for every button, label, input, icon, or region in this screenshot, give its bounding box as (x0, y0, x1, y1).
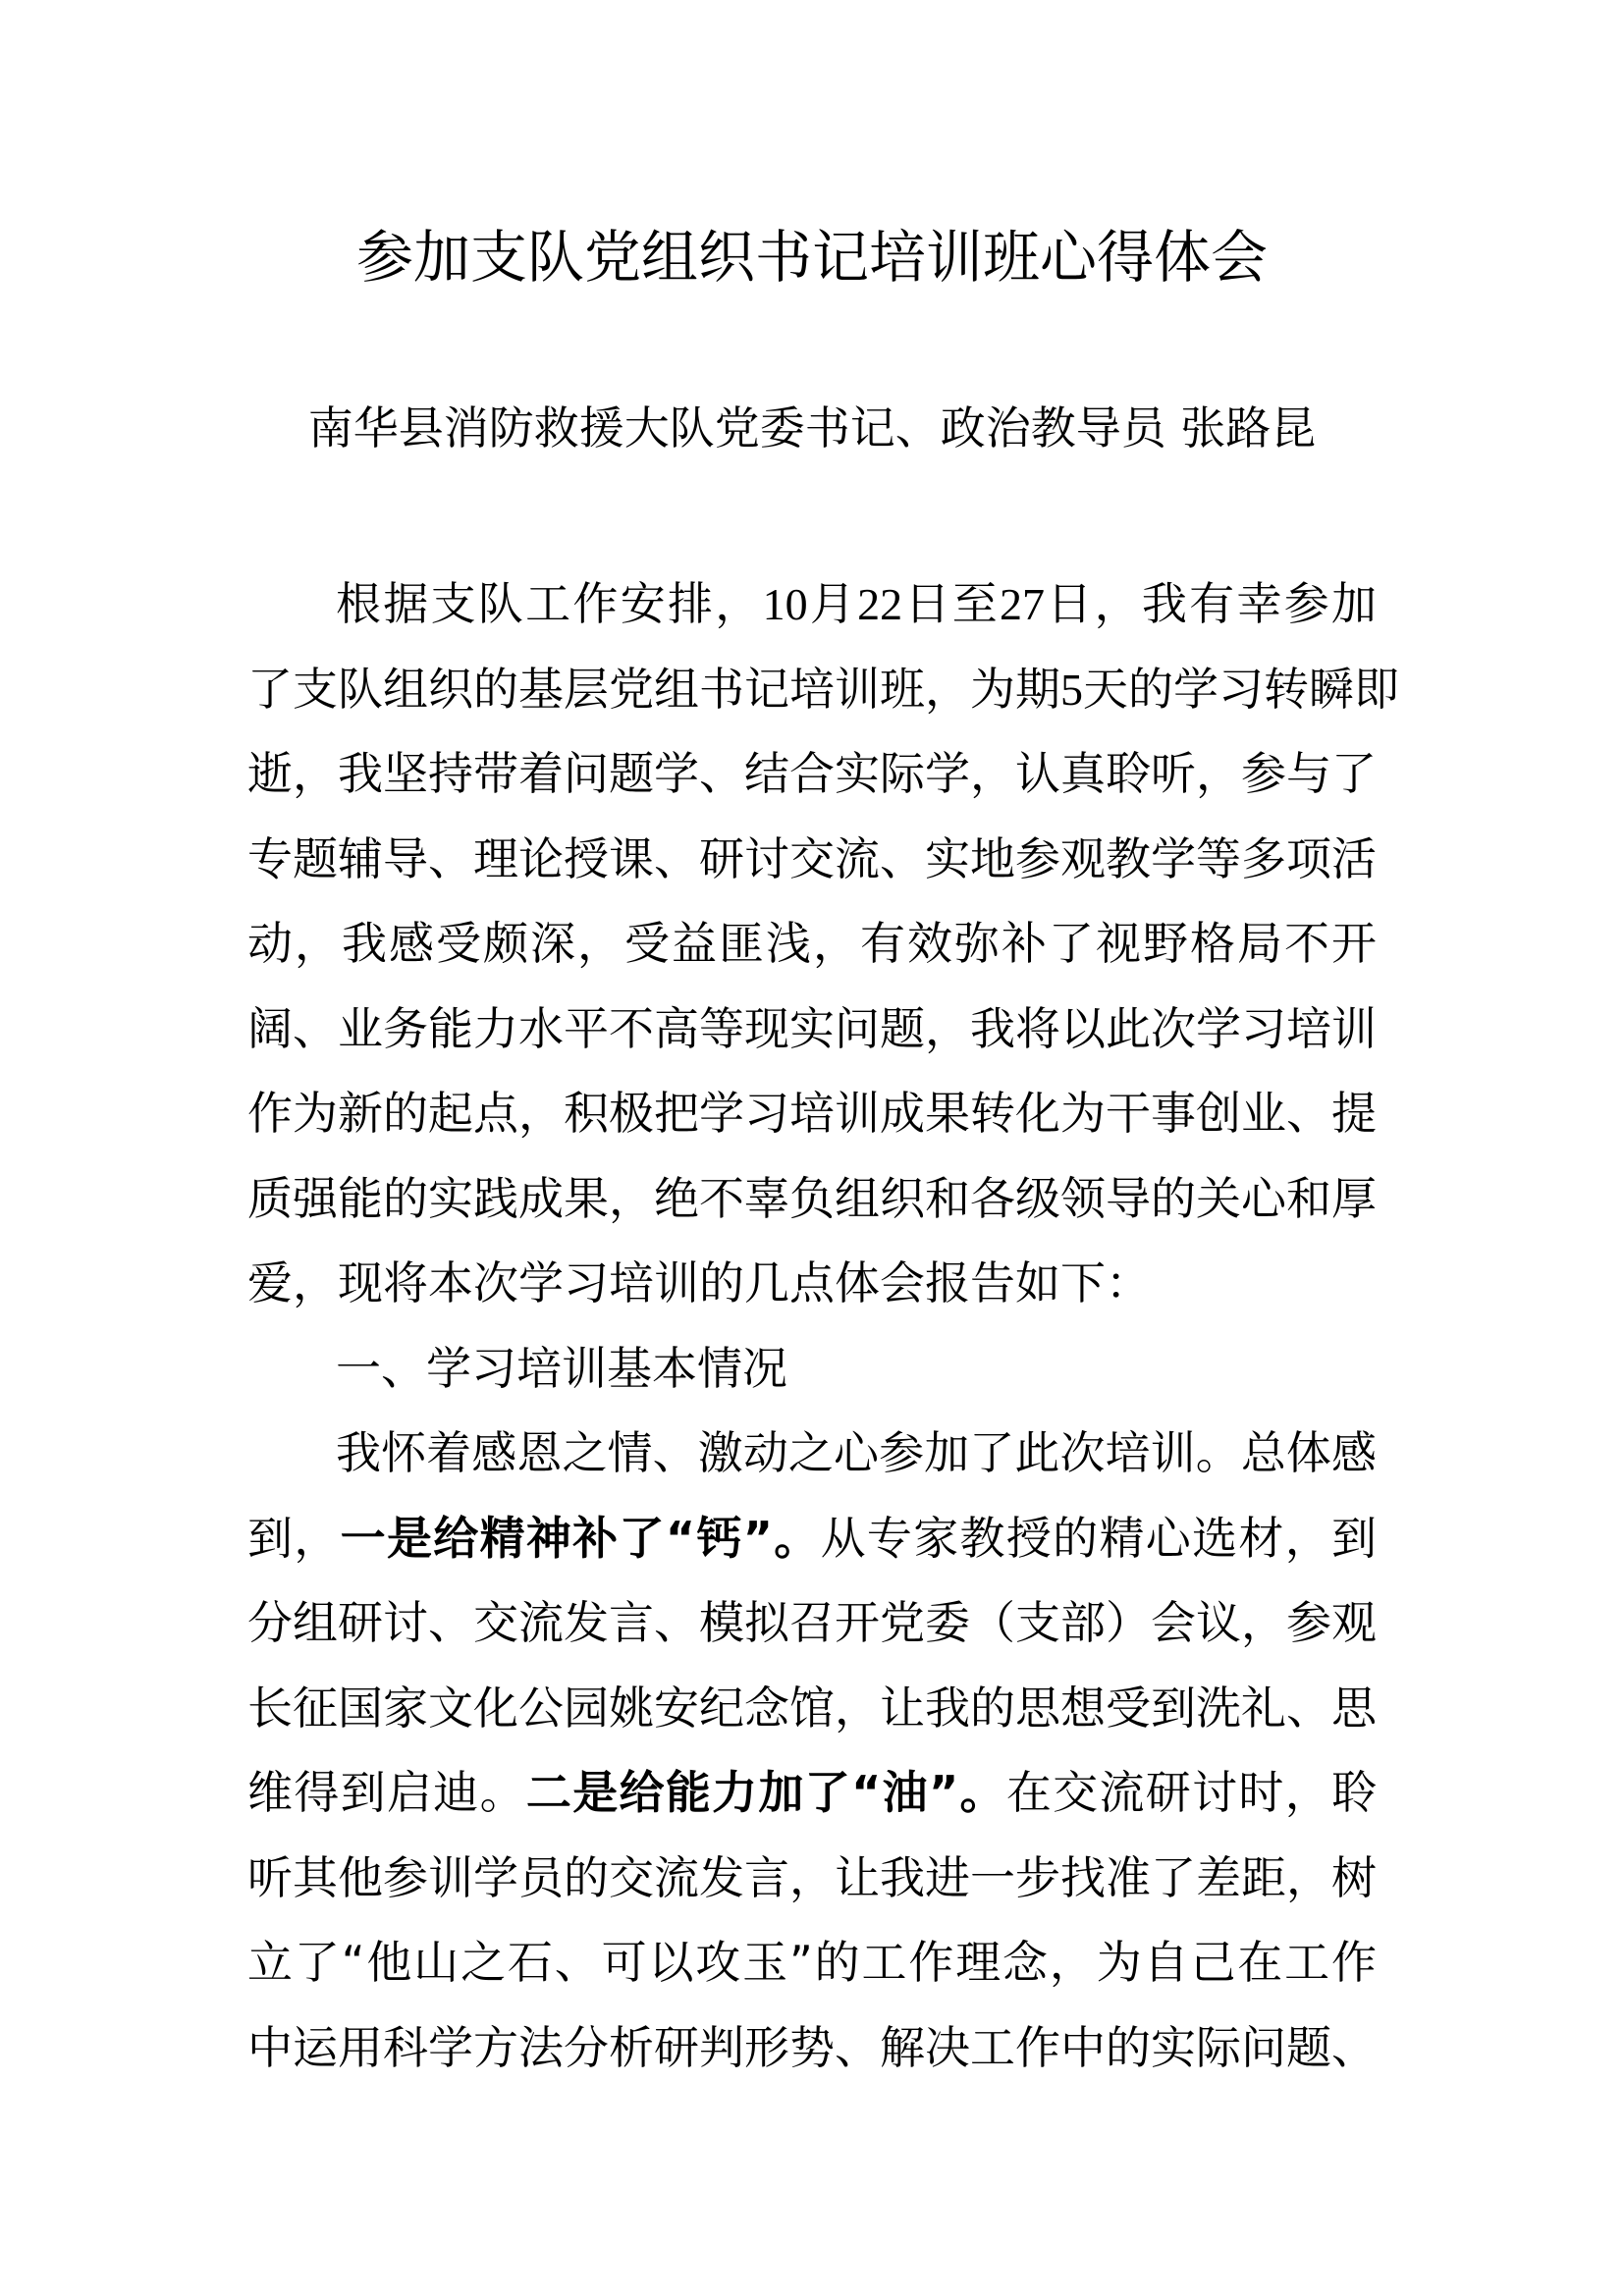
text-line: 听其他参训学员的交流发言，让我进一步找准了差距，树 (247, 1850, 1377, 1904)
text-line (247, 647, 1399, 732)
paragraph-section-1 (247, 1411, 1377, 2090)
text-line (247, 561, 1377, 647)
text-line (247, 1750, 1377, 1836)
text-line: 专题辅导、理论授课、研讨交流、实地参观教学等多项活 (247, 831, 1377, 885)
bold-emphasis: 二是给能力加了“油”。 (525, 1766, 1006, 1819)
text-line: 爱，现将本次学习培训的几点体会报告如下： (247, 1256, 1151, 1309)
text-run: 到， (247, 1511, 341, 1565)
document-body (247, 561, 1399, 2090)
number: 10 (762, 579, 808, 629)
number: 27 (1000, 579, 1046, 629)
document-title: 参加支队党组织书记培训班心得体会 (355, 224, 1268, 291)
text-line: 中运用科学方法分析研判形势、解决工作中的实际问题、 (247, 2020, 1377, 2074)
paragraph-intro (247, 561, 1399, 1326)
text-line: 作为新的起点，积极把学习培训成果转化为干事创业、提 (247, 1087, 1377, 1140)
number: 22 (857, 579, 903, 629)
author-byline: 南华县消防救援大队党委书记、政治教导员 张路昆 (307, 401, 1317, 454)
text-run: 天的学习转瞬即 (1083, 662, 1399, 716)
text-run: 在交流研讨时，聆 (1005, 1766, 1378, 1819)
bold-emphasis: 一是给精神补了“钙”。 (340, 1511, 821, 1565)
text-line: 分组研讨、交流发言、模拟召开党委（支部）会议，参观 (247, 1596, 1377, 1649)
text-line: 质强能的实践成果，绝不辜负组织和各级领导的关心和厚 (247, 1171, 1377, 1225)
number: 5 (1060, 664, 1083, 715)
text-line: 立了“他山之石、可以攻玉”的工作理念，为自己在工作 (247, 1936, 1377, 1989)
text-line: 逝，我坚持带着问题学、结合实际学，认真聆听，参与了 (247, 747, 1377, 800)
text-run: 根据支队工作安排， (336, 577, 763, 630)
text-line: 阔、业务能力水平不高等现实问题，我将以此次学习培训 (247, 1001, 1377, 1055)
text-run: 日，我有幸参加 (1045, 577, 1378, 630)
section-heading: 一、学习培训基本情况 (336, 1341, 787, 1395)
text-run: 日至 (902, 577, 1001, 630)
text-line: 我怀着感恩之情、激动之心参加了此次培训。总体感 (336, 1426, 1377, 1479)
text-run: 维得到启迪。 (247, 1766, 526, 1819)
text-line: 动，我感受颇深，受益匪浅，有效弥补了视野格局不开 (247, 917, 1377, 970)
text-run: 月 (807, 577, 858, 630)
text-run: 了支队组织的基层党组书记培训班，为期 (247, 662, 1060, 716)
text-run: 从专家教授的精心选材，到 (820, 1511, 1378, 1565)
text-line (247, 1496, 1377, 1581)
text-line: 长征国家文化公园姚安纪念馆，让我的思想受到洗礼、思 (247, 1681, 1377, 1735)
